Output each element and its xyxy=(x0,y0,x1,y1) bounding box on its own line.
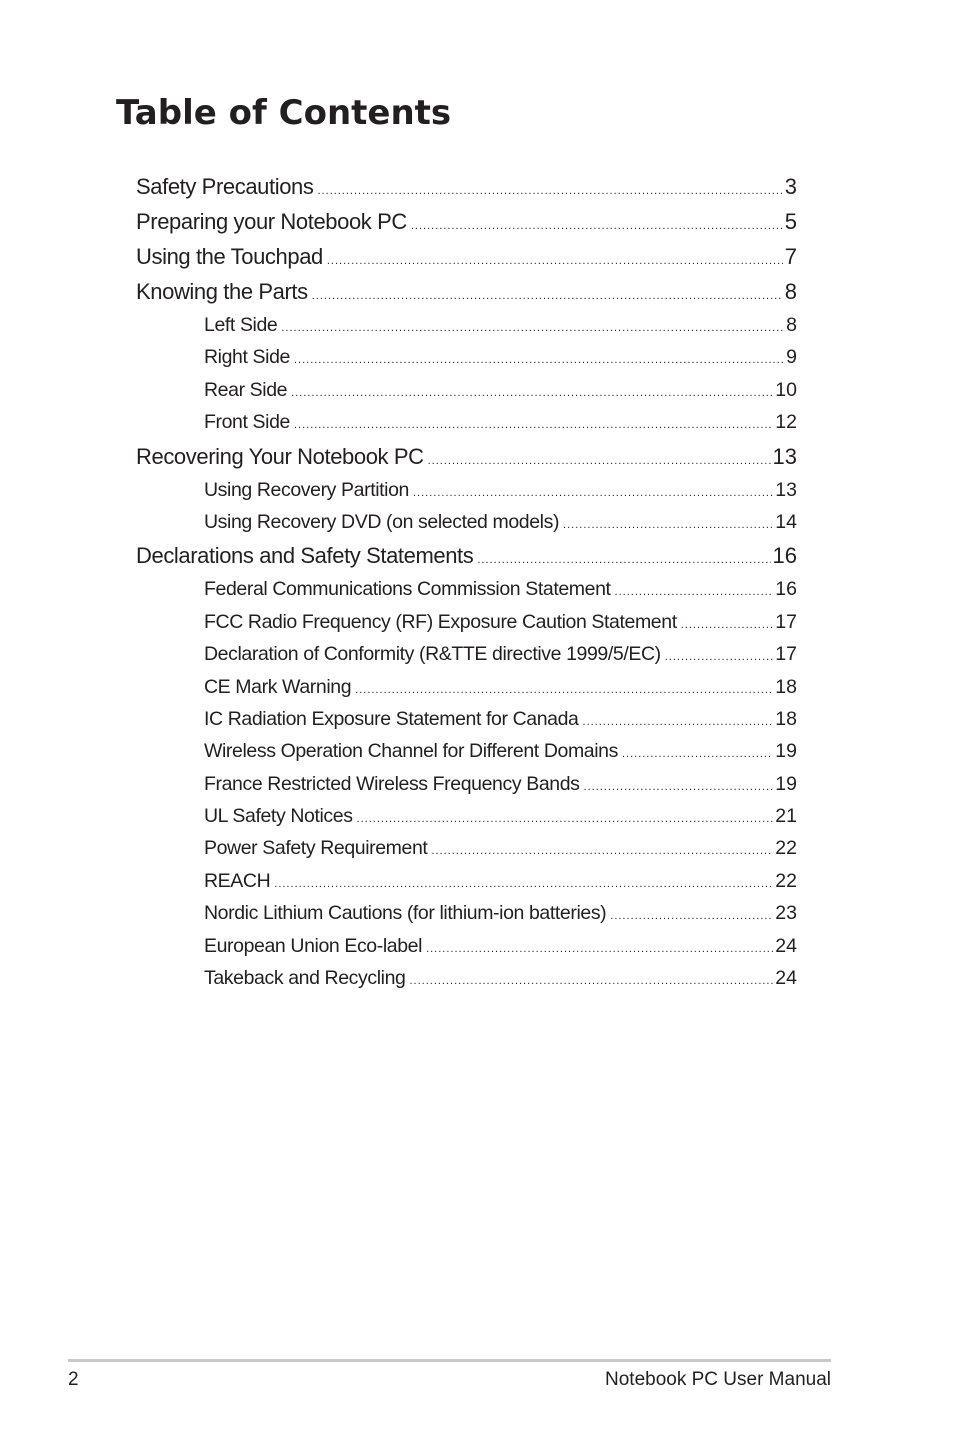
toc-entry[interactable] xyxy=(136,341,797,373)
toc-entry-page: 17 xyxy=(775,610,797,633)
page-title: Table of Contents xyxy=(116,93,452,133)
toc-entry-page: 5 xyxy=(784,209,797,234)
toc-entry-page: 16 xyxy=(775,578,797,601)
toc-entry-page: 8 xyxy=(786,314,797,336)
toc-entry-page: 23 xyxy=(775,902,797,925)
toc-entry[interactable] xyxy=(136,800,797,832)
toc-dot-leader xyxy=(583,706,774,738)
toc-entry-page: 17 xyxy=(775,643,797,666)
toc-dot-leader xyxy=(428,444,771,479)
toc-entry-title: Federal Communications Commission Statement xyxy=(204,578,611,601)
toc-entry[interactable] xyxy=(136,506,797,538)
toc-dot-leader xyxy=(622,738,773,770)
toc-entry-page: 22 xyxy=(775,837,797,860)
toc-entry-title: Rear Side xyxy=(204,378,288,401)
toc-entry-page: 14 xyxy=(775,510,797,533)
toc-entry[interactable] xyxy=(136,474,797,506)
toc-entry-title: Declaration of Conformity (R&TTE directive 1999/5/EC) xyxy=(204,643,661,666)
toc-entry-page: 9 xyxy=(786,346,797,369)
toc-dot-leader xyxy=(681,609,774,641)
toc-entry-title: IC Radiation Exposure Statement for Canada xyxy=(204,707,579,730)
footer-divider xyxy=(68,1359,831,1362)
toc-entry[interactable] xyxy=(136,930,797,962)
footer-document-title: Notebook PC User Manual xyxy=(605,1369,831,1390)
toc-dot-leader xyxy=(563,509,773,541)
toc-entry[interactable] xyxy=(136,606,797,638)
toc-entry-title: Power Safety Requirement xyxy=(204,837,428,860)
toc-entry-page: 7 xyxy=(784,244,797,269)
toc-entry-title: Left Side xyxy=(204,314,278,336)
toc-dot-leader xyxy=(426,933,773,965)
toc-entry-page: 24 xyxy=(775,934,797,957)
toc-entry[interactable] xyxy=(136,671,797,703)
toc-dot-leader xyxy=(615,576,774,608)
toc-entry-page: 10 xyxy=(775,378,797,401)
toc-entry[interactable] xyxy=(136,865,797,897)
toc-entry[interactable] xyxy=(136,374,797,406)
toc-dot-leader xyxy=(355,674,773,706)
toc-dot-leader xyxy=(274,868,773,900)
toc-entry[interactable] xyxy=(136,239,797,274)
toc-entry-page: 18 xyxy=(775,707,797,730)
toc-entry-title: Recovering Your Notebook PC xyxy=(136,443,424,469)
toc-entry-page: 19 xyxy=(775,740,797,763)
toc-entry-page: 3 xyxy=(784,174,797,199)
toc-dot-leader xyxy=(281,312,784,344)
toc-entry[interactable] xyxy=(136,897,797,929)
toc-entry-page: 8 xyxy=(784,279,797,304)
toc-dot-leader xyxy=(610,900,773,932)
toc-entry[interactable] xyxy=(136,768,797,800)
toc-dot-leader xyxy=(431,835,773,867)
toc-entry-title: Front Side xyxy=(204,411,290,434)
toc-entry-page: 13 xyxy=(772,443,797,469)
toc-entry[interactable] xyxy=(136,274,797,309)
toc-dot-leader xyxy=(294,344,784,376)
toc-entry-title: CE Mark Warning xyxy=(204,675,352,698)
toc-dot-leader xyxy=(413,477,773,509)
toc-entry[interactable] xyxy=(136,703,797,735)
toc-entry-page: 13 xyxy=(775,478,797,501)
toc-entry-page: 12 xyxy=(775,411,797,434)
toc-entry[interactable] xyxy=(136,573,797,605)
toc-entry[interactable] xyxy=(136,832,797,864)
toc-dot-leader xyxy=(327,244,783,279)
toc-entry-title: European Union Eco-label xyxy=(204,934,423,957)
toc-entry-title: Wireless Operation Channel for Different Domains xyxy=(204,740,618,763)
footer-page-number: 2 xyxy=(68,1369,79,1390)
toc-entry-title: Right Side xyxy=(204,346,290,369)
toc-entry[interactable] xyxy=(136,735,797,767)
toc-entry-title: Declarations and Safety Statements xyxy=(136,543,474,569)
toc-entry[interactable] xyxy=(136,538,797,573)
toc-dot-leader xyxy=(294,409,773,441)
toc-dot-leader xyxy=(291,377,773,409)
toc-entry[interactable] xyxy=(136,309,797,341)
toc-dot-leader xyxy=(357,803,774,835)
toc-entry-title: Preparing your Notebook PC xyxy=(136,209,407,234)
toc-dot-leader xyxy=(312,279,783,314)
toc-entry-title: Using Recovery Partition xyxy=(204,478,409,501)
toc-entry[interactable] xyxy=(136,204,797,239)
toc-entry-title: Nordic Lithium Cautions (for lithium-ion batteries) xyxy=(204,902,607,925)
toc-entry[interactable] xyxy=(136,439,797,474)
toc-entry-title: UL Safety Notices xyxy=(204,805,353,828)
toc-entry-title: Safety Precautions xyxy=(136,174,314,199)
toc-entry-page: 18 xyxy=(775,675,797,698)
table-of-contents xyxy=(136,169,797,994)
toc-entry-page: 16 xyxy=(772,543,797,569)
toc-entry[interactable] xyxy=(136,638,797,670)
toc-dot-leader xyxy=(584,771,774,803)
toc-entry-title: REACH xyxy=(204,869,271,892)
toc-entry[interactable] xyxy=(136,406,797,438)
toc-entry-title: Takeback and Recycling xyxy=(204,967,406,990)
toc-entry-page: 24 xyxy=(775,967,797,990)
toc-dot-leader xyxy=(409,965,773,997)
toc-entry[interactable] xyxy=(136,169,797,204)
toc-entry-page: 19 xyxy=(775,772,797,795)
toc-entry-title: Using the Touchpad xyxy=(136,244,323,269)
toc-entry-title: FCC Radio Frequency (RF) Exposure Caution Statement xyxy=(204,610,677,633)
toc-dot-leader xyxy=(411,209,783,244)
toc-dot-leader xyxy=(665,641,774,673)
toc-entry-page: 21 xyxy=(775,805,797,828)
toc-entry-page: 22 xyxy=(775,869,797,892)
toc-entry-title: Using Recovery DVD (on selected models) xyxy=(204,510,560,533)
toc-entry-title: France Restricted Wireless Frequency Bands xyxy=(204,772,580,795)
toc-entry-title: Knowing the Parts xyxy=(136,279,308,304)
toc-entry[interactable] xyxy=(136,962,797,994)
